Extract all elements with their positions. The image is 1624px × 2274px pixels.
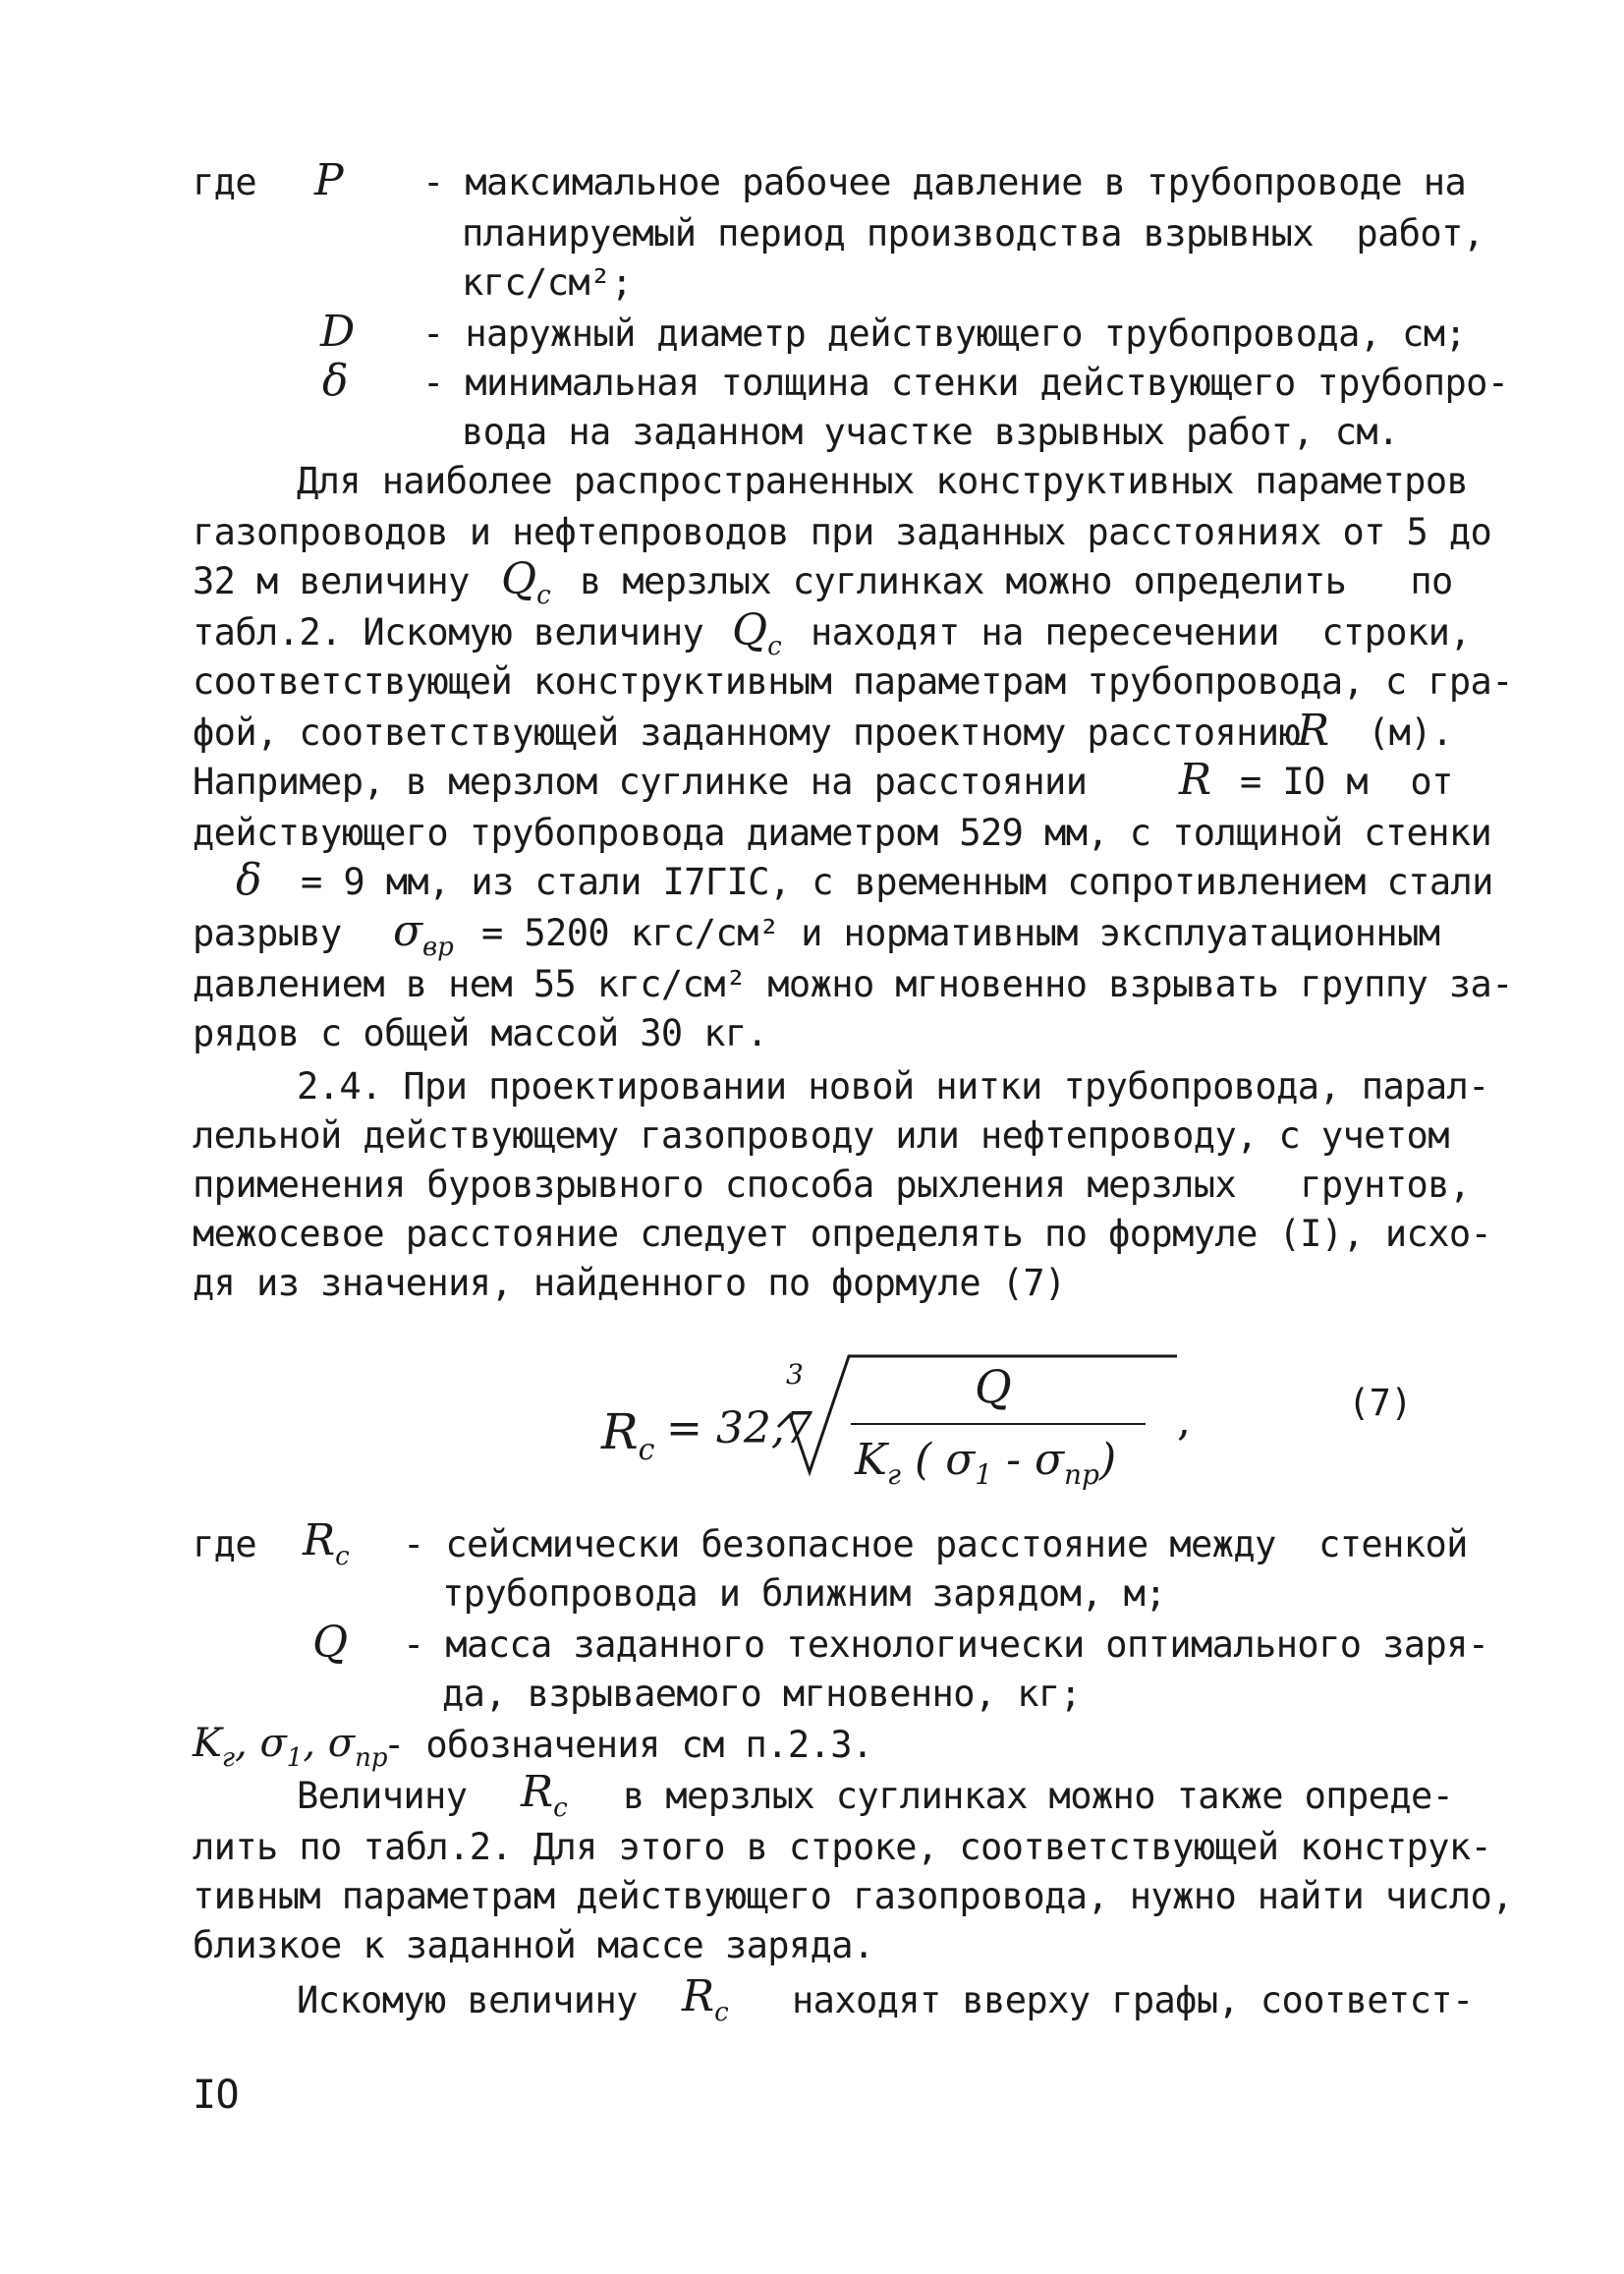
para3-line-1b: в мерзлых суглинках можно также опреде- bbox=[623, 1775, 1454, 1817]
para2-line-1: 2.4. При проектировании новой нитки трубопровода, парал- bbox=[297, 1065, 1489, 1108]
symbol-qc-2: $Q_c$ bbox=[732, 605, 782, 661]
legend-rc-line-2: трубопровода и ближним зарядом, м; bbox=[442, 1572, 1166, 1615]
para1-line-3b: в мерзлых суглинках можно определить по bbox=[580, 560, 1453, 602]
para3-line-3: тивным параметрам действующего газопровода, нужно найти число, bbox=[193, 1875, 1513, 1917]
para2-line-5: дя из значения, найденного по формуле (7) bbox=[193, 1262, 1066, 1304]
para2-line-4: межосевое расстояние следует определять по формуле (I), исхо- bbox=[193, 1213, 1492, 1255]
page-number: IO bbox=[193, 2073, 239, 2118]
legend-p-line-1: - максимальное рабочее давление в трубопроводе на bbox=[422, 161, 1467, 203]
legend-q-line-1: - масса заданного технологически оптимального заря- bbox=[403, 1623, 1489, 1666]
para1-line-5: соответствующей конструктивным параметрам трубопровода, с гра- bbox=[193, 660, 1513, 703]
formula-lhs: $R_c$ bbox=[601, 1403, 655, 1467]
legend-delta-line-2: вода на заданном участке взрывных работ, см. bbox=[462, 411, 1399, 453]
para2-line-3: применения буровзрывного способа рыхления мерзлых грунтов, bbox=[193, 1164, 1471, 1206]
symbol-delta: δ bbox=[322, 356, 349, 406]
para1-line-10a: разрыву bbox=[193, 912, 342, 954]
para1-line-9b: = 9 мм, из стали I7ГIС, с временным сопротивлением стали bbox=[301, 861, 1493, 903]
legend-d-line-1: - наружный диаметр действующего трубопровода, см; bbox=[422, 313, 1467, 355]
where-label-1: где bbox=[193, 161, 257, 203]
para1-line-4b: находят на пересечении строки, bbox=[811, 611, 1471, 654]
legend-p-line-3: кгс/см²; bbox=[462, 261, 633, 304]
legend-rc-line-1: - сейсмически безопасное расстояние между стенкой bbox=[403, 1523, 1468, 1565]
para3-line-2: лить по табл.2. Для этого в строке, соответствующей конструк- bbox=[193, 1826, 1492, 1868]
para1-line-3a: 32 м величину bbox=[193, 560, 470, 602]
symbol-p: P bbox=[314, 155, 344, 205]
para1-line-12: рядов с общей массой 30 кг. bbox=[193, 1012, 768, 1054]
symbol-rc: $R_c$ bbox=[303, 1515, 350, 1571]
legend-p-line-2: планируемый период производства взрывных работ, bbox=[462, 212, 1484, 255]
para1-line-11: давлением в нем 55 кгс/см² можно мгновенно взрывать группу за- bbox=[193, 963, 1513, 1005]
symbol-qc-1: $Q_c$ bbox=[501, 554, 551, 610]
symbol-sigma-vr: $\sigma_{вр}$ bbox=[393, 906, 454, 962]
para1-line-1: Для наиболее распространенных конструктивных параметров bbox=[297, 460, 1469, 502]
para1-line-2: газопроводов и нефтепроводов при заданных расстояниях от 5 до bbox=[193, 511, 1492, 553]
symbol-rc-2: $R_c$ bbox=[521, 1767, 568, 1823]
para3-line-4: близкое к заданной массе заряда. bbox=[193, 1924, 874, 1966]
para1-line-4a: табл.2. Искомую величину bbox=[193, 611, 704, 654]
formula-root-index: 3 bbox=[786, 1358, 804, 1391]
symbol-r-2: R bbox=[1179, 755, 1212, 805]
para1-line-7a: Например, в мерзлом суглинке на расстоянии bbox=[193, 761, 1088, 803]
para4-line-1b: находят вверху графы, соответст- bbox=[792, 1979, 1474, 2021]
symbols-k-sigma: $K_г$, $\sigma_1$, $\sigma_{пр}$ bbox=[193, 1721, 388, 1773]
symbol-q: Q bbox=[312, 1618, 349, 1668]
where-label-2: где bbox=[193, 1523, 257, 1565]
para1-line-8: действующего трубопровода диаметром 529 мм, с толщиной стенки bbox=[193, 812, 1492, 854]
legend-q-line-2: да, взрываемого мгновенно, кг; bbox=[442, 1673, 1082, 1715]
formula-denominator: $K_г$ ( $\sigma_1 - \sigma_{пр}$) bbox=[855, 1435, 1117, 1491]
symbol-delta-2: δ bbox=[236, 855, 262, 905]
formula-number: (7) bbox=[1348, 1382, 1413, 1424]
legend-delta-line-1: - минимальная толщина стенки действующего трубопро- bbox=[422, 362, 1509, 404]
para2-line-2: лельной действующему газопроводу или нефтепроводу, с учетом bbox=[193, 1114, 1449, 1157]
symbol-r-1: R bbox=[1297, 706, 1330, 756]
symbol-rc-3: $R_c$ bbox=[682, 1971, 729, 2027]
para4-line-1a: Искомую величину bbox=[297, 1979, 638, 2021]
para3-line-1a: Величину bbox=[297, 1775, 468, 1817]
para1-line-6a: фой, соответствующей заданному проектному расстоянию bbox=[193, 711, 1301, 754]
formula-coefficient: = 32,7 bbox=[666, 1403, 812, 1453]
para1-line-10b: = 5200 кгс/см² и нормативным эксплуатационным bbox=[481, 912, 1440, 954]
legend-k-line: - обозначения см п.2.3. bbox=[383, 1724, 873, 1766]
formula-comma: , bbox=[1177, 1395, 1191, 1446]
para1-line-7b: = IO м от bbox=[1240, 761, 1453, 803]
para1-line-6b: (м). bbox=[1368, 711, 1453, 754]
formula-numerator: Q bbox=[975, 1360, 1012, 1413]
symbol-d: D bbox=[320, 307, 356, 357]
fraction-bar bbox=[851, 1423, 1146, 1425]
